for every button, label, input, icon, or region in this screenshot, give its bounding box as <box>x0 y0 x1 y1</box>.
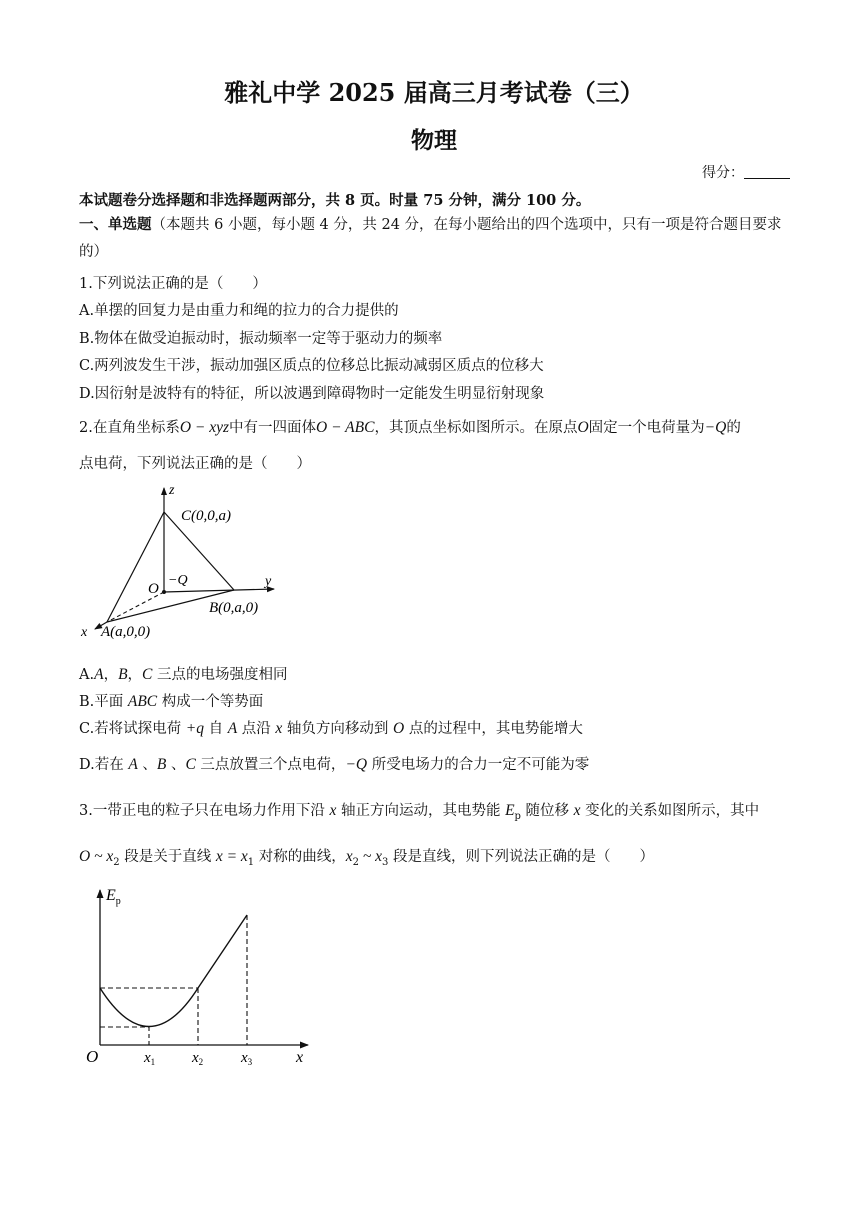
q2-text: B.平面 <box>79 694 128 710</box>
q2-text: 2.在直角坐标系 <box>79 420 180 436</box>
o-label: O <box>148 581 159 597</box>
q3-math: E <box>505 802 515 819</box>
q3-math: x <box>345 848 353 865</box>
q2-math: −Q <box>704 419 727 436</box>
q2-math: B <box>118 666 128 683</box>
x3-label <box>240 1050 253 1067</box>
x1-main: x <box>144 1050 151 1066</box>
q2-math: B <box>156 756 167 773</box>
q2-text: A. <box>79 667 95 683</box>
q2-math: A <box>94 666 104 683</box>
q2-text: C.若将试探电荷 <box>79 721 186 737</box>
q2-text: 点的过程中，其电势能增大 <box>404 721 583 737</box>
q2-stem-line2: 点电荷，下列说法正确的是（ ） <box>79 456 311 472</box>
q3-stem-line2 <box>79 845 654 868</box>
ep-label-main: E <box>106 887 116 904</box>
q2-option-b <box>79 690 263 711</box>
x1-label <box>143 1050 155 1067</box>
q3-math: x = x <box>215 848 248 865</box>
a-label: A(a,0,0) <box>101 624 151 640</box>
q3-math: O ~ x <box>79 848 114 865</box>
q2-math: A <box>128 756 138 773</box>
x-label: x <box>296 1049 304 1066</box>
origin-charge-dot <box>162 590 166 594</box>
q2-math: C <box>142 666 153 683</box>
q1-option-d: D.因衍射是波特有的特征，所以波遇到障碍物时一定能发生明显衍射现象 <box>79 386 545 402</box>
q2-text: ， <box>127 667 143 683</box>
tetrahedron-figure <box>76 482 296 647</box>
q2-text: 所受电场力的合力一定不可能为零 <box>367 757 590 773</box>
q2-math: ABC <box>127 693 158 710</box>
ep-x-graph <box>80 882 320 1072</box>
q-label: −Q <box>168 573 188 588</box>
exam-title: 雅礼中学 2025 届高三月考试卷（三） <box>224 78 644 107</box>
score-field <box>702 162 790 182</box>
q2-stem-line1 <box>79 416 741 437</box>
section-note: （本题共 6 小题，每小题 4 分，共 24 分，在每小题给出的四个选项中，只有一项是符合题目要求的） <box>79 217 782 260</box>
q2-math: x <box>275 720 283 737</box>
q1-option-b: B.物体在做受迫振动时，振动频率一定等于驱动力的频率 <box>79 331 443 347</box>
q2-text: 自 <box>204 721 228 737</box>
q2-math: O <box>393 720 405 737</box>
edge-ca <box>107 512 164 622</box>
x3-sub: 3 <box>247 1057 253 1067</box>
score-label: 得分： <box>702 165 744 181</box>
q2-option-c <box>79 717 583 738</box>
ep-line <box>198 915 247 988</box>
q3-math-sub: 3 <box>382 856 389 868</box>
q3-text: 段是直线，则下列说法正确的是（ ） <box>388 849 655 865</box>
q3-stem-line1 <box>79 799 759 822</box>
x3-main: x <box>241 1050 248 1066</box>
section-heading <box>79 211 791 266</box>
q3-math-sub: 1 <box>247 856 255 868</box>
q2-text: 构成一个等势面 <box>157 694 264 710</box>
q1-option-c: C.两列波发生干涉，振动加强区质点的位移总比振动减弱区质点的位移大 <box>79 358 544 374</box>
q2-text: 点沿 <box>237 721 276 737</box>
q2-text: D.若在 <box>79 757 129 773</box>
q2-math: O <box>577 419 589 436</box>
section-title: 一、单选题 <box>79 216 152 233</box>
exam-intro: 本试题卷分选择题和非选择题两部分，共 8 页。时量 75 分钟，满分 100 分。 <box>79 192 591 209</box>
q3-math: x <box>329 802 337 819</box>
q2-text: 中有一四面体 <box>229 420 317 436</box>
z-label: z <box>169 483 175 498</box>
origin-label: O <box>86 1047 99 1066</box>
q2-text: ， <box>103 667 119 683</box>
q2-text: 固定一个电荷量为 <box>588 420 705 436</box>
q2-option-d <box>79 753 589 774</box>
q2-math: A <box>227 720 238 737</box>
q3-text: 段是关于直线 <box>119 849 216 865</box>
q2-text: 、 <box>166 757 186 773</box>
q3-text: 变化的关系如图所示，其中 <box>580 803 760 819</box>
q2-text: 、 <box>137 757 157 773</box>
q3-text: 对称的曲线， <box>254 849 346 865</box>
ep-curve <box>100 988 198 1027</box>
q2-text: 三点的电场强度相同 <box>152 667 288 683</box>
x2-main: x <box>192 1050 199 1066</box>
q3-math: ~ x <box>359 848 383 865</box>
q3-math-sub: 2 <box>113 856 120 868</box>
ep-label-sub: p <box>115 896 121 907</box>
q3-math-sub: 2 <box>352 856 360 868</box>
q2-math: O − xyz <box>179 419 230 436</box>
q3-text: 随位移 <box>520 803 574 819</box>
x-label: x <box>81 625 88 640</box>
subject-title: 物理 <box>411 127 457 154</box>
c-label: C(0,0,a) <box>181 508 231 524</box>
q2-text: ，其顶点坐标如图所示。在原点 <box>374 420 578 436</box>
y-axis <box>164 589 274 592</box>
b-label: B(0,a,0) <box>209 600 259 616</box>
q2-math: +q <box>185 720 205 737</box>
q2-text: 的 <box>726 420 741 436</box>
q1-option-a: A.单摆的回复力是由重力和绳的拉力的合力提供的 <box>79 303 399 319</box>
q2-option-a <box>79 663 287 684</box>
ep-label <box>105 887 121 907</box>
x2-label <box>191 1050 203 1067</box>
q1-stem: 1.下列说法正确的是（ ） <box>79 276 267 292</box>
q2-math: C <box>185 756 196 773</box>
q2-math: O − ABC <box>316 419 375 436</box>
q2-text: 轴负方向移动到 <box>282 721 394 737</box>
q2-math: −Q <box>345 756 368 773</box>
q3-math-sub: p <box>514 810 521 822</box>
x1-sub: 1 <box>150 1057 156 1067</box>
q2-text: 三点放置三个点电荷， <box>195 757 346 773</box>
x2-sub: 2 <box>198 1057 204 1067</box>
y-label: y <box>265 574 272 589</box>
q3-text: 轴正方向运动，其电势能 <box>336 803 506 819</box>
q3-math: x <box>573 802 581 819</box>
q3-text: 3.一带正电的粒子只在电场力作用下沿 <box>79 803 330 819</box>
score-blank <box>744 164 790 179</box>
